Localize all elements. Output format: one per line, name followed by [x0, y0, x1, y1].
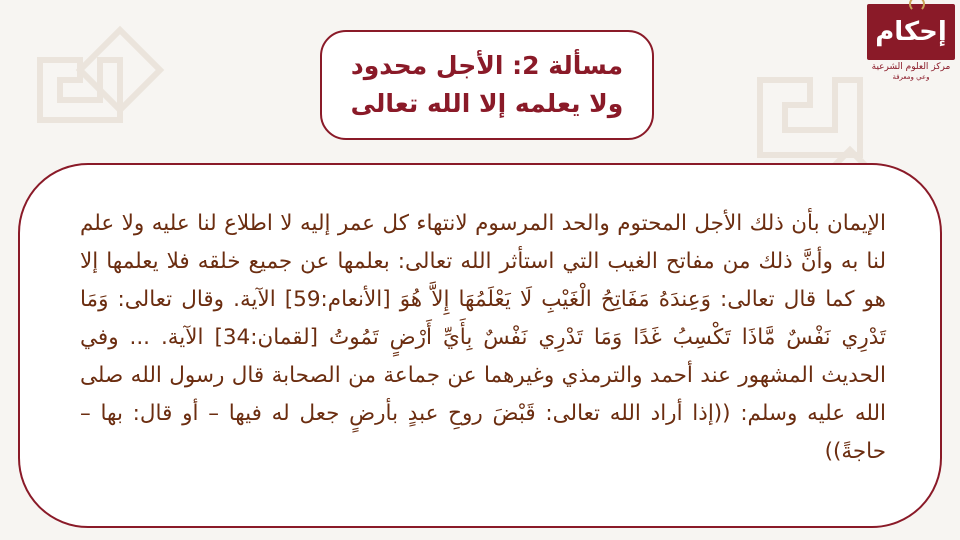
body-text: الإيمان بأن ذلك الأجل المحتوم والحد المرسوم لانتهاء كل عمر إليه لا اطلاع لنا عليه ولا علم لنا به وأنَّ ذلك من مفاتح الغيب التي استأثر الله تعالى: بعلمها عن جميع خلقه فلا يعلمها إلا هو كما قال تعالى: وَعِندَهُ مَفَاتِحُ الْغَيْبِ لَا يَعْلَمُهَا إِلاَّ هُوَ [الأنعام:59] الآية. وقال تعالى: وَمَا تَدْرِي نَفْسٌ مَّاذَا تَكْسِبُ غَدًا وَمَا تَدْرِي نَفْسٌ بِأَيِّ أَرْضٍ تَمُوتُ [لقمان:34] الآية. ... وفي الحديث المشهور عند أحمد والترمذي وغيرهما عن جماعة من الصحابة قال رسول الله صلى الله عليه وسلم: ((إذا أراد الله تعالى: قَبْضَ روحِ عبدٍ بأرضٍ جعل له فيها – أو قال: بها – حاجةً)): [80, 211, 886, 464]
brand-logo: [866, 4, 956, 94]
logo-subtitle: مركز العلوم الشرعية: [871, 62, 951, 72]
logo-tagline: وعي ومعرفة: [892, 73, 930, 81]
logo-name: إحكام: [875, 17, 947, 47]
title-line-2: ولا يعلمه إلا الله تعالى: [350, 89, 624, 118]
crescent-icon: [909, 0, 925, 12]
title-box: [320, 30, 654, 140]
title-line-1: مسألة 2: الأجل محدود: [350, 51, 624, 80]
logo-mark: [867, 4, 955, 60]
content-box: [18, 163, 942, 528]
